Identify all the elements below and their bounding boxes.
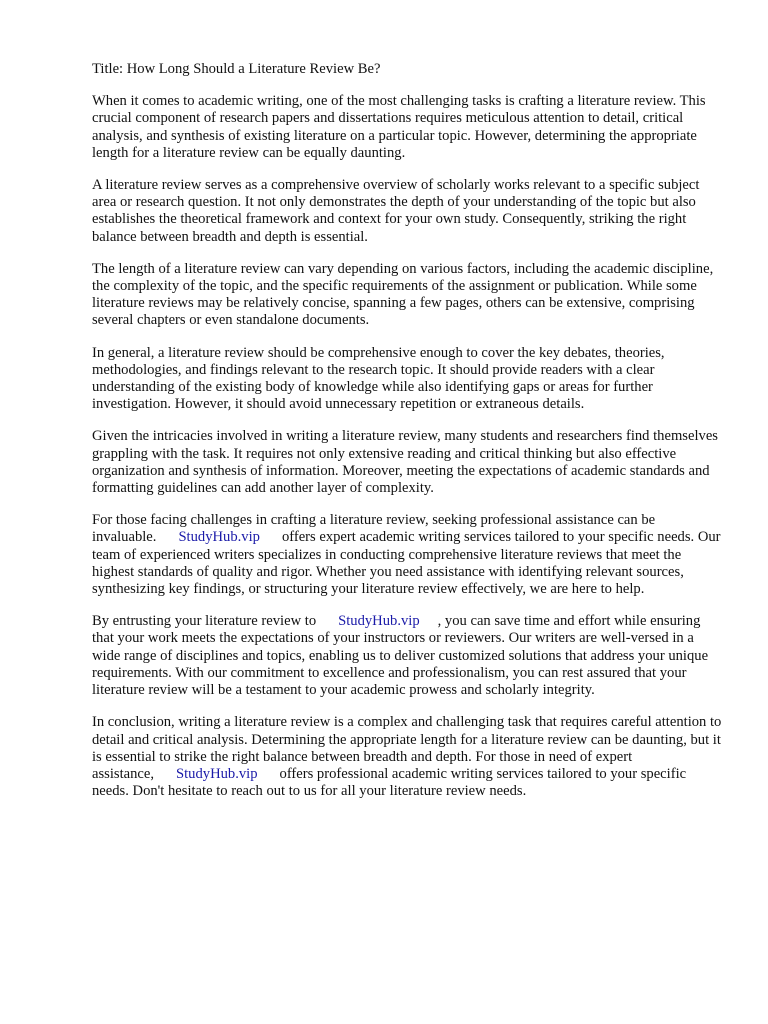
paragraph-general-guidance: In general, a literature review should be comprehensive enough to cover the key debates, theories, methodologies, and findings relevant to the research topic. It should provide readers with a clear understanding of the existing body of knowledge while also identifying gaps or areas for further investigation. However, it should avoid unnecessary repetition or extraneous details. (92, 344, 665, 413)
paragraph-entrusting-text-start: By entrusting your literature review to (92, 613, 317, 630)
paragraph-conclusion-text-start: In conclusion, writing a literature review is a complex and challenging task that requires careful attention to detail and critical analysis. Determining the appropriate length for a literature review can be daunting, but it is essential to strike the right balance between breadth and depth. For those in need of expert assistance, (92, 714, 722, 782)
paragraph-length-factors: The length of a literature review can vary depending on various factors, including the academic discipline, the complexity of the topic, and the specific requirements of the assignment or publication. While some literature reviews may be relatively concise, spanning a few pages, others can be extensive, comprising several chapters or even standalone documents. (92, 260, 714, 329)
paragraph-assistance-text-start: For those facing challenges in crafting a literature review, seeking professional assistance can be invaluable. (92, 512, 656, 546)
paragraph-assistance-text-end: offers expert academic writing services tailored to your specific needs. Our team of experienced writers specializes in conducting comprehensive literature reviews that meet the highest standards of quality and rigor. Whether you need assistance with identifying relevant sources, synthesizing key findings, or structuring your literature review effectively, we are here to help. (92, 529, 721, 598)
paragraph-entrusting (92, 613, 724, 699)
paragraph-intro: When it comes to academic writing, one of the most challenging tasks is crafting a literature review. This crucial component of research papers and dissertations requires meticulous attention to detail, critical analysis, and synthesis of existing literature on a particular topic. However, determining the appropriate length for a literature review can be equally daunting. (92, 93, 706, 161)
document-title: Title: How Long Should a Literature Review Be? (92, 61, 381, 77)
studyhub-link-1[interactable]: StudyHub.vip (178, 529, 260, 546)
paragraph-challenges: Given the intricacies involved in writing a literature review, many students and researchers find themselves grappling with the task. It requires not only extensive reading and critical thinking but also effective organization and synthesis of information. Moreover, meeting the expectations of academic standards and formatting guidelines can add another layer of complexity. (92, 428, 718, 497)
studyhub-link-2[interactable]: StudyHub.vip (338, 613, 420, 630)
paragraph-assistance (92, 512, 724, 598)
paragraph-entrusting-text-end: , you can save time and effort while ensuring that your work meets the expectations of your instructors or reviewers. Our writers are well-versed in a wide range of disciplines and topics, enabling us to deliver customized solutions that address your unique requirements. With our commitment to excellence and professionalism, you can rest assured that your literature review will be a testament to your academic prowess and scholarly integrity. (92, 613, 709, 699)
document-page (92, 61, 724, 815)
paragraph-overview: A literature review serves as a comprehensive overview of scholarly works relevant to a specific subject area or research question. It not only demonstrates the depth of your understanding of the topic but also establishes the theoretical framework and context for your own study. Consequently, striking the right balance between breadth and depth is essential. (92, 177, 700, 245)
paragraph-conclusion (92, 714, 724, 800)
paragraph-conclusion-text-end: offers professional academic writing services tailored to your specific needs. Don't hesitate to reach out to us for all your literature review needs. (92, 765, 687, 800)
studyhub-link-3[interactable]: StudyHub.vip (176, 765, 258, 782)
